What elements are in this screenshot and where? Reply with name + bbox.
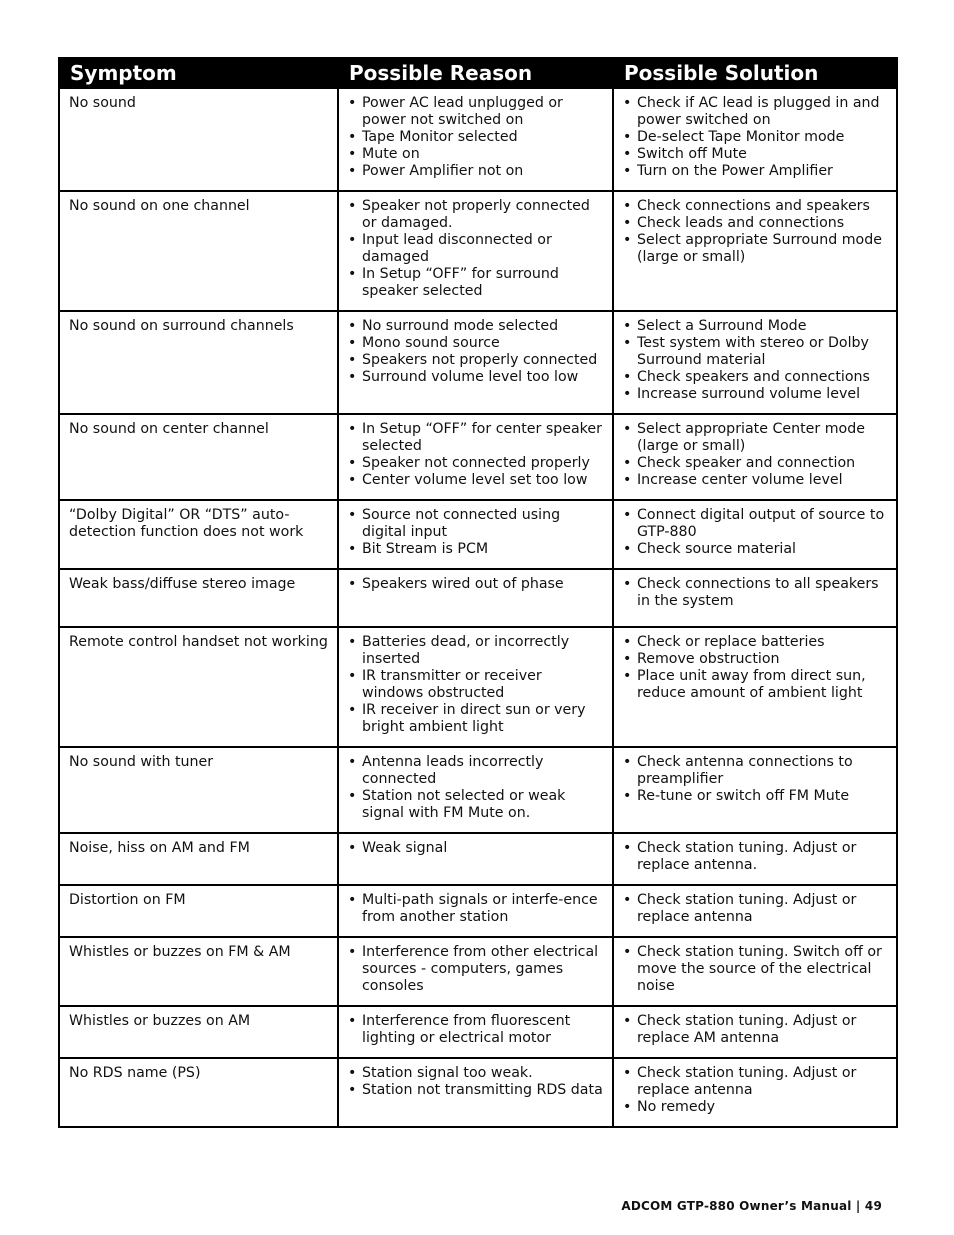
reason-cell bbox=[338, 937, 613, 1006]
reason-item: • Weak signal bbox=[348, 840, 604, 857]
table-header-row bbox=[59, 58, 897, 88]
reason-item: • Station not transmitting RDS data bbox=[348, 1082, 604, 1099]
table-row bbox=[59, 1006, 897, 1058]
solution-item: • Check source material bbox=[623, 541, 888, 558]
solution-list bbox=[623, 754, 888, 805]
reason-item: • Power Amplifier not on bbox=[348, 163, 604, 180]
solution-item: • Check station tuning. Switch off or move the source of the electrical noise bbox=[623, 944, 888, 995]
solution-cell bbox=[613, 1006, 897, 1058]
reason-cell bbox=[338, 414, 613, 500]
solution-item: • No remedy bbox=[623, 1099, 888, 1116]
reason-item: • Multi-path signals or interfe-ence from another station bbox=[348, 892, 604, 926]
solution-item: • Test system with stereo or Dolby Surround material bbox=[623, 335, 888, 369]
page-footer: ADCOM GTP-880 Owner’s Manual | 49 bbox=[621, 1199, 882, 1213]
solution-item: • Select appropriate Center mode (large or small) bbox=[623, 421, 888, 455]
solution-item: • Select a Surround Mode bbox=[623, 318, 888, 335]
symptom-cell: Remote control handset not working bbox=[59, 627, 338, 747]
reason-item: • Mute on bbox=[348, 146, 604, 163]
reason-cell bbox=[338, 885, 613, 937]
table-row bbox=[59, 500, 897, 569]
solution-item: • Check station tuning. Adjust or replace antenna bbox=[623, 1065, 888, 1099]
solution-cell bbox=[613, 569, 897, 627]
solution-cell bbox=[613, 88, 897, 191]
table-row bbox=[59, 414, 897, 500]
symptom-cell: Distortion on FM bbox=[59, 885, 338, 937]
solution-cell bbox=[613, 1058, 897, 1127]
solution-cell bbox=[613, 500, 897, 569]
solution-list bbox=[623, 840, 888, 874]
reason-item: • Interference from fluorescent lighting or electrical motor bbox=[348, 1013, 604, 1047]
reason-item: • Source not connected using digital input bbox=[348, 507, 604, 541]
solution-list bbox=[623, 421, 888, 489]
reason-item: • Batteries dead, or incorrectly inserted bbox=[348, 634, 604, 668]
table-row bbox=[59, 937, 897, 1006]
reason-item: • Speakers not properly connected bbox=[348, 352, 604, 369]
reason-list bbox=[348, 1013, 604, 1047]
reason-list bbox=[348, 892, 604, 926]
reason-item: • IR receiver in direct sun or very bright ambient light bbox=[348, 702, 604, 736]
reason-list bbox=[348, 507, 604, 558]
solution-cell bbox=[613, 191, 897, 311]
reason-cell bbox=[338, 833, 613, 885]
header-possible-solution: Possible Solution bbox=[613, 58, 897, 88]
reason-list bbox=[348, 198, 604, 300]
table-row bbox=[59, 833, 897, 885]
symptom-cell: Whistles or buzzes on AM bbox=[59, 1006, 338, 1058]
solution-item: • Place unit away from direct sun, reduce amount of ambient light bbox=[623, 668, 888, 702]
reason-item: • IR transmitter or receiver windows obstructed bbox=[348, 668, 604, 702]
solution-cell bbox=[613, 414, 897, 500]
reason-item: • Interference from other electrical sources - computers, games consoles bbox=[348, 944, 604, 995]
reason-item: • Speakers wired out of phase bbox=[348, 576, 604, 593]
reason-item: • No surround mode selected bbox=[348, 318, 604, 335]
reason-list bbox=[348, 576, 604, 593]
reason-item: • Antenna leads incorrectly connected bbox=[348, 754, 604, 788]
solution-cell bbox=[613, 937, 897, 1006]
solution-list bbox=[623, 198, 888, 266]
header-symptom: Symptom bbox=[59, 58, 338, 88]
table-row bbox=[59, 569, 897, 627]
symptom-cell: No sound with tuner bbox=[59, 747, 338, 833]
table-body bbox=[59, 88, 897, 1127]
solution-list bbox=[623, 892, 888, 926]
solution-cell bbox=[613, 833, 897, 885]
reason-cell bbox=[338, 1006, 613, 1058]
reason-item: • In Setup “OFF” for center speaker selected bbox=[348, 421, 604, 455]
reason-list bbox=[348, 840, 604, 857]
reason-cell bbox=[338, 627, 613, 747]
solution-item: • Switch off Mute bbox=[623, 146, 888, 163]
reason-item: • Station signal too weak. bbox=[348, 1065, 604, 1082]
table-row bbox=[59, 191, 897, 311]
solution-item: • Check speakers and connections bbox=[623, 369, 888, 386]
solution-item: • Check connections to all speakers in the system bbox=[623, 576, 888, 610]
solution-cell bbox=[613, 747, 897, 833]
solution-item: • Select appropriate Surround mode (large or small) bbox=[623, 232, 888, 266]
solution-list bbox=[623, 95, 888, 180]
table-row bbox=[59, 311, 897, 414]
symptom-cell: “Dolby Digital” OR “DTS” auto-detection function does not work bbox=[59, 500, 338, 569]
reason-item: • Center volume level set too low bbox=[348, 472, 604, 489]
reason-list bbox=[348, 95, 604, 180]
solution-item: • Connect digital output of source to GTP-880 bbox=[623, 507, 888, 541]
reason-cell bbox=[338, 569, 613, 627]
reason-item: • Power AC lead unplugged or power not switched on bbox=[348, 95, 604, 129]
solution-list bbox=[623, 507, 888, 558]
solution-item: • Turn on the Power Amplifier bbox=[623, 163, 888, 180]
symptom-cell: Noise, hiss on AM and FM bbox=[59, 833, 338, 885]
table-row bbox=[59, 627, 897, 747]
troubleshooting-table bbox=[58, 57, 898, 1128]
solution-list bbox=[623, 1013, 888, 1047]
reason-list bbox=[348, 634, 604, 736]
reason-cell bbox=[338, 1058, 613, 1127]
solution-item: • Increase center volume level bbox=[623, 472, 888, 489]
symptom-cell: No sound on center channel bbox=[59, 414, 338, 500]
reason-item: • Input lead disconnected or damaged bbox=[348, 232, 604, 266]
solution-item: • Check antenna connections to preamplifier bbox=[623, 754, 888, 788]
reason-cell bbox=[338, 500, 613, 569]
reason-list bbox=[348, 944, 604, 995]
solution-item: • Check or replace batteries bbox=[623, 634, 888, 651]
symptom-cell: No sound on surround channels bbox=[59, 311, 338, 414]
solution-list bbox=[623, 634, 888, 702]
reason-list bbox=[348, 421, 604, 489]
reason-list bbox=[348, 318, 604, 386]
reason-cell bbox=[338, 88, 613, 191]
solution-item: • Check station tuning. Adjust or replace antenna. bbox=[623, 840, 888, 874]
reason-item: • Tape Monitor selected bbox=[348, 129, 604, 146]
solution-item: • Remove obstruction bbox=[623, 651, 888, 668]
header-possible-reason: Possible Reason bbox=[338, 58, 613, 88]
solution-list bbox=[623, 318, 888, 403]
reason-item: • Mono sound source bbox=[348, 335, 604, 352]
reason-item: • In Setup “OFF” for surround speaker selected bbox=[348, 266, 604, 300]
reason-cell bbox=[338, 191, 613, 311]
solution-item: • Check if AC lead is plugged in and power switched on bbox=[623, 95, 888, 129]
solution-list bbox=[623, 576, 888, 610]
reason-item: • Speaker not properly connected or damaged. bbox=[348, 198, 604, 232]
reason-list bbox=[348, 754, 604, 822]
solution-item: • Check connections and speakers bbox=[623, 198, 888, 215]
reason-item: • Speaker not connected properly bbox=[348, 455, 604, 472]
solution-list bbox=[623, 1065, 888, 1116]
symptom-cell: Weak bass/diffuse stereo image bbox=[59, 569, 338, 627]
solution-list bbox=[623, 944, 888, 995]
symptom-cell: No sound bbox=[59, 88, 338, 191]
reason-item: • Bit Stream is PCM bbox=[348, 541, 604, 558]
solution-cell bbox=[613, 885, 897, 937]
symptom-cell: No sound on one channel bbox=[59, 191, 338, 311]
table-row bbox=[59, 88, 897, 191]
solution-item: • Check leads and connections bbox=[623, 215, 888, 232]
reason-item: • Surround volume level too low bbox=[348, 369, 604, 386]
reason-cell bbox=[338, 747, 613, 833]
reason-item: • Station not selected or weak signal with FM Mute on. bbox=[348, 788, 604, 822]
solution-item: • De-select Tape Monitor mode bbox=[623, 129, 888, 146]
symptom-cell: No RDS name (PS) bbox=[59, 1058, 338, 1127]
table-row bbox=[59, 885, 897, 937]
reason-list bbox=[348, 1065, 604, 1099]
table-row bbox=[59, 747, 897, 833]
solution-item: • Check station tuning. Adjust or replace antenna bbox=[623, 892, 888, 926]
solution-item: • Check speaker and connection bbox=[623, 455, 888, 472]
solution-item: • Check station tuning. Adjust or replace AM antenna bbox=[623, 1013, 888, 1047]
table-row bbox=[59, 1058, 897, 1127]
solution-item: • Re-tune or switch off FM Mute bbox=[623, 788, 888, 805]
solution-cell bbox=[613, 627, 897, 747]
solution-cell bbox=[613, 311, 897, 414]
reason-cell bbox=[338, 311, 613, 414]
symptom-cell: Whistles or buzzes on FM & AM bbox=[59, 937, 338, 1006]
solution-item: • Increase surround volume level bbox=[623, 386, 888, 403]
